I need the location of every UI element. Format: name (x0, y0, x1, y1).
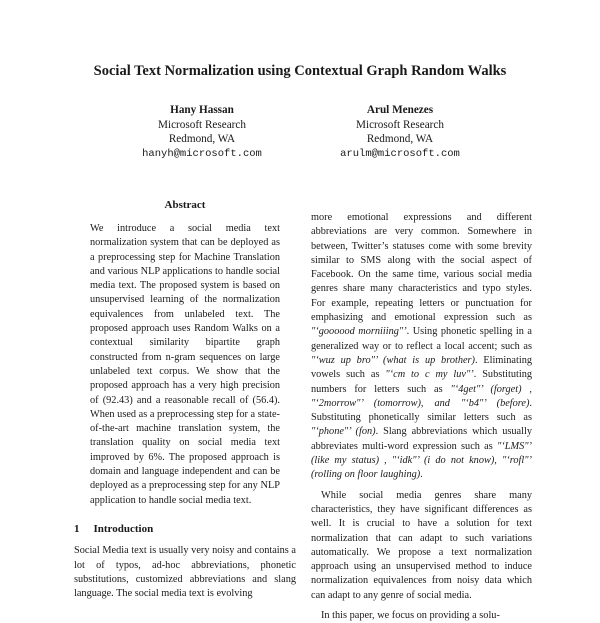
right-column (311, 211, 532, 623)
author-block-2 (300, 103, 500, 161)
author-block-1 (102, 103, 302, 161)
author-email: hanyh@microsoft.com (142, 147, 262, 160)
section-heading (74, 522, 296, 536)
example-text: "‘goooood morniiing"’ (311, 326, 407, 338)
body-paragraph: While social media genres share many characteristics, they have significant differences as well. It is crucial to have a solution for text normalization that can adapt to such variations automatically. We propose a text normalization approach using an unsupervised method to induce normalization equivalences from noisy data which can adapt to any genre of social media. (311, 489, 532, 601)
intro-paragraph: Social Media text is usually very noisy and contains a lot of typos, ad-hoc abbreviations, phonetic substitutions, customized abbreviations and slang language. The social media text is evolving (74, 545, 296, 600)
example-text: "‘cm to c my luv"’ (385, 369, 474, 381)
example-text: "‘4get"’ (forget) , "‘2morrow"’ (tomorrow), and "‘b4"’ (before) (311, 383, 533, 409)
body-paragraph: more emotional expressions and different abbreviations are very common. Somewhere in between, Twitter’s statuses come with some brevity similar to SMS along with the social aspect of Facebook. On the same time, various social media genres share many characteristics and typo styles. For example, repeating letters or punctuation for emphasizing and emotional expression such as "‘goooood morniiing"’. Using phonetic spelling in a generalized way or to reflect a local accent; such as "‘wuz up bro"’ (what is up brother). Eliminating vowels such as "‘cm to c my luv"’. Substituting numbers for letters such as "‘4get"’ (forget) , "‘2morrow"’ (tomorrow), and "‘b4"’ (before). Substituting phonetically similar letters such as "‘phone"’ (fon). Slang abbreviations which usually abbreviates multi-word expression such as "‘LMS"’ (like my status) , "‘idk"’ (i do not know), "‘rofl"’ (rolling on floor laughing). (311, 212, 533, 481)
example-text: "‘phone"’ (fon) (311, 426, 376, 438)
left-column (74, 198, 296, 601)
paper-title: Social Text Normalization using Contextual Graph Random Walks (93, 63, 507, 79)
author-name: Hany Hassan (170, 104, 234, 116)
author-location: Redmond, WA (168, 133, 236, 145)
author-email: arulm@microsoft.com (340, 147, 460, 160)
section-number: 1 (74, 522, 80, 535)
abstract-heading: Abstract (164, 199, 206, 211)
example-text: "‘LMS"’ (like my status) , "‘idk"’ (i do not know), "‘rofl"’ (rolling on floor laughing) (311, 440, 532, 481)
example-text: "‘wuz up bro"’ (what is up brother) (311, 354, 475, 366)
author-affiliation: Microsoft Research (158, 118, 246, 131)
author-location: Redmond, WA (366, 133, 434, 145)
section-title: Introduction (93, 522, 154, 535)
body-paragraph: In this paper, we focus on providing a solu- (321, 610, 500, 622)
author-name: Arul Menezes (366, 104, 434, 116)
author-affiliation: Microsoft Research (356, 118, 444, 131)
abstract-text: We introduce a social media text normalization system that can be deployed as a preprocessing step for Machine Translation and various NLP applications to handle social media text. The proposed system is based on unsupervised learning of the normalization equivalences from unlabeled text. The proposed approach uses Random Walks on a contextual similarity bipartite graph constructed from n-gram sequences on large unlabeled text corpus. We show that the proposed approach has a very high precision of (92.43) and a reasonable recall of (56.4). When used as a preprocessing step for a state-of-the-art machine translation system, the translation quality on social media text improved by 6%. The proposed approach is domain and language independent and can be deployed as a preprocessing step for any NLP application to handle social media text. (90, 223, 280, 506)
